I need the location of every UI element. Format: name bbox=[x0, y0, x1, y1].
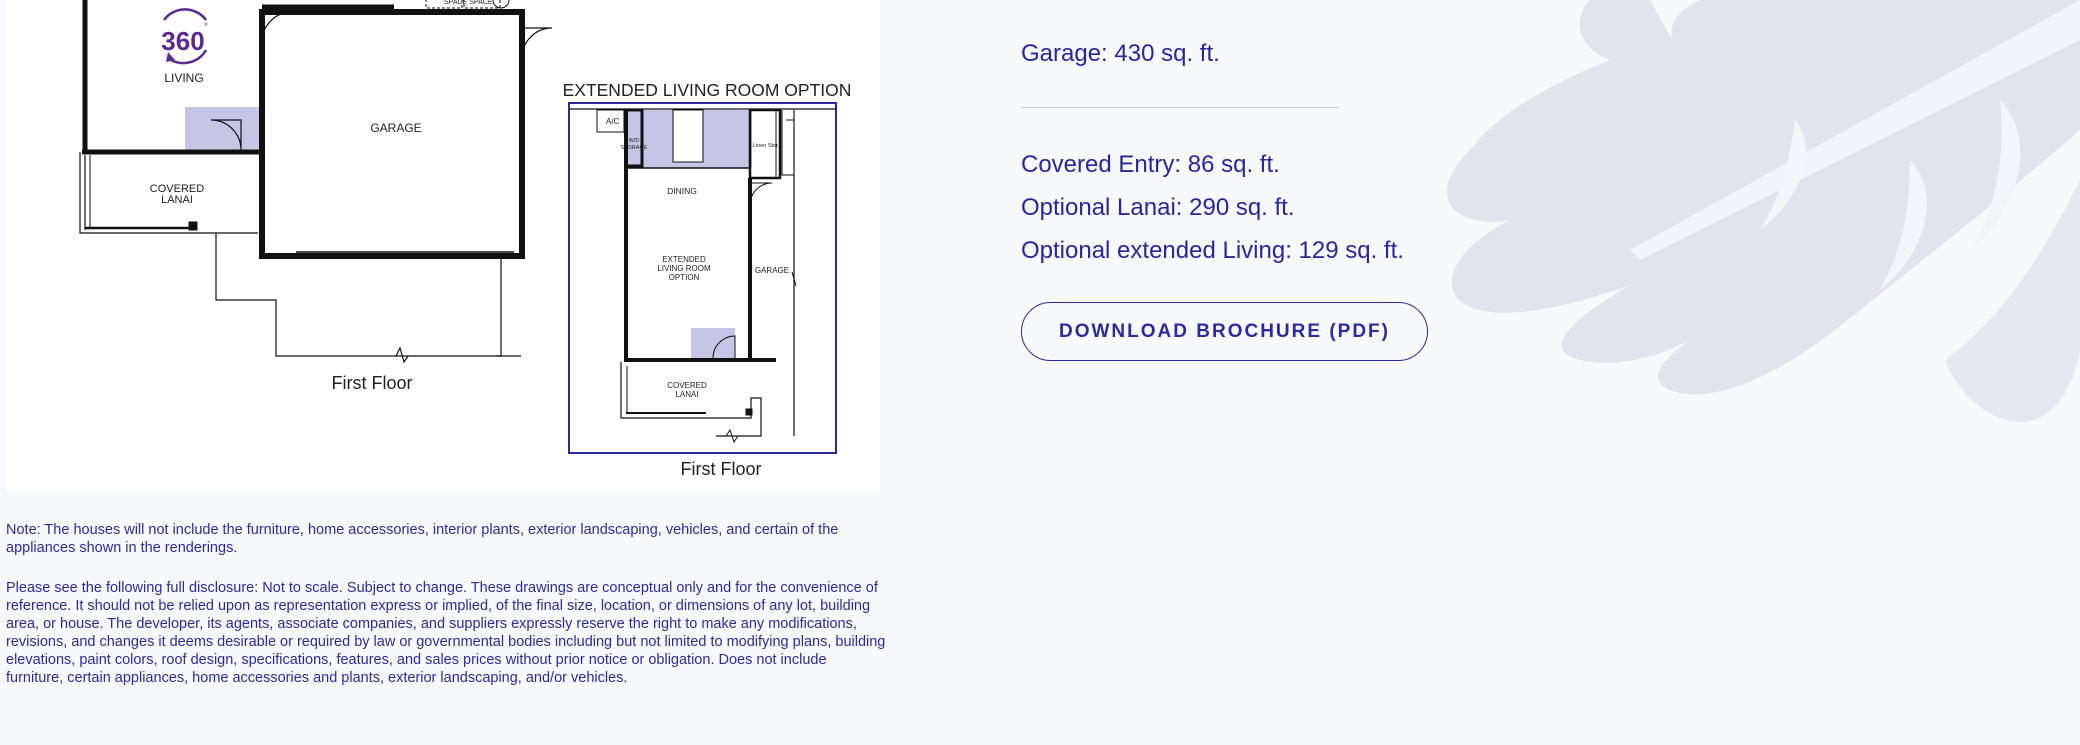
garage-area: Garage: 430 sq. ft. bbox=[1021, 40, 1220, 67]
living-highlight bbox=[185, 107, 262, 152]
legal-disclosure: Please see the following full disclosure: Not to scale. Subject to change. These drawings are conceptual only and for the convenience of reference. It should not be relied upon as representation express or implied, of the final size, location, or dimensions of any lot, building area, or house. The developer, its agents, associate companies, and suppliers expressly reserve the right to make any modifications, revisions, and changes it deems desirable or required by law or governmental bodies including but not limited to modifying plans, building elevations, paint colors, roof design, specifications, features, and sales prices without prior notice or obligation. Does not include furniture, certain appliances, home accessories and plants, exterior landscaping, and/or vehicles. bbox=[6, 580, 886, 686]
extended-living-option-plan bbox=[569, 103, 836, 453]
option-plan-title: EXTENDED LIVING ROOM OPTION bbox=[562, 80, 852, 100]
floor-plan-panel bbox=[6, 0, 880, 490]
room-label-extended: EXTENDED bbox=[662, 255, 706, 264]
room-label-dining: DINING bbox=[667, 186, 697, 196]
room-label-wd: W/D bbox=[628, 138, 640, 144]
room-label-option-garage: GARAGE bbox=[754, 266, 790, 275]
room-label-living-room: LIVING ROOM bbox=[657, 264, 711, 273]
main-floor-plan bbox=[80, 0, 552, 362]
palm-leaf-decoration bbox=[1440, 0, 2080, 460]
room-label-covered-lanai: LANAI bbox=[161, 194, 193, 206]
360-badge-degree: ° bbox=[204, 22, 208, 33]
room-label-linen: Linen Stor. bbox=[752, 143, 780, 149]
option-plan-caption: First Floor bbox=[680, 459, 762, 479]
optional-living-area: Optional extended Living: 129 sq. ft. bbox=[1021, 237, 1404, 264]
parking-space-label: SPACE bbox=[469, 0, 493, 6]
covered-entry-area: Covered Entry: 86 sq. ft. bbox=[1021, 151, 1280, 178]
main-plan-caption: First Floor bbox=[331, 373, 413, 393]
divider bbox=[1021, 107, 1339, 108]
room-label-storage: STORAGE bbox=[620, 145, 648, 151]
room-label-option-lanai: COVERED bbox=[667, 381, 707, 390]
parking-space-label: SPACE bbox=[444, 0, 468, 6]
download-brochure-button[interactable]: DOWNLOAD BROCHURE (PDF) bbox=[1021, 302, 1428, 361]
room-label-option: OPTION bbox=[668, 273, 700, 282]
room-label-garage: GARAGE bbox=[370, 121, 422, 135]
furnishing-note: Note: The houses will not include the furniture, home accessories, interior plants, exterior landscaping, vehicles, and certain of the appliances shown in the renderings. bbox=[6, 522, 839, 556]
360-view-icon[interactable] bbox=[161, 9, 208, 63]
room-label-option-lanai: LANAI bbox=[675, 390, 699, 399]
room-label-ac: A/C bbox=[606, 117, 620, 126]
room-label-living: LIVING bbox=[164, 71, 204, 85]
optional-lanai-area: Optional Lanai: 290 sq. ft. bbox=[1021, 194, 1295, 221]
room-label-covered-lanai: COVERED bbox=[149, 183, 205, 195]
360-badge-number: 360 bbox=[161, 26, 205, 56]
